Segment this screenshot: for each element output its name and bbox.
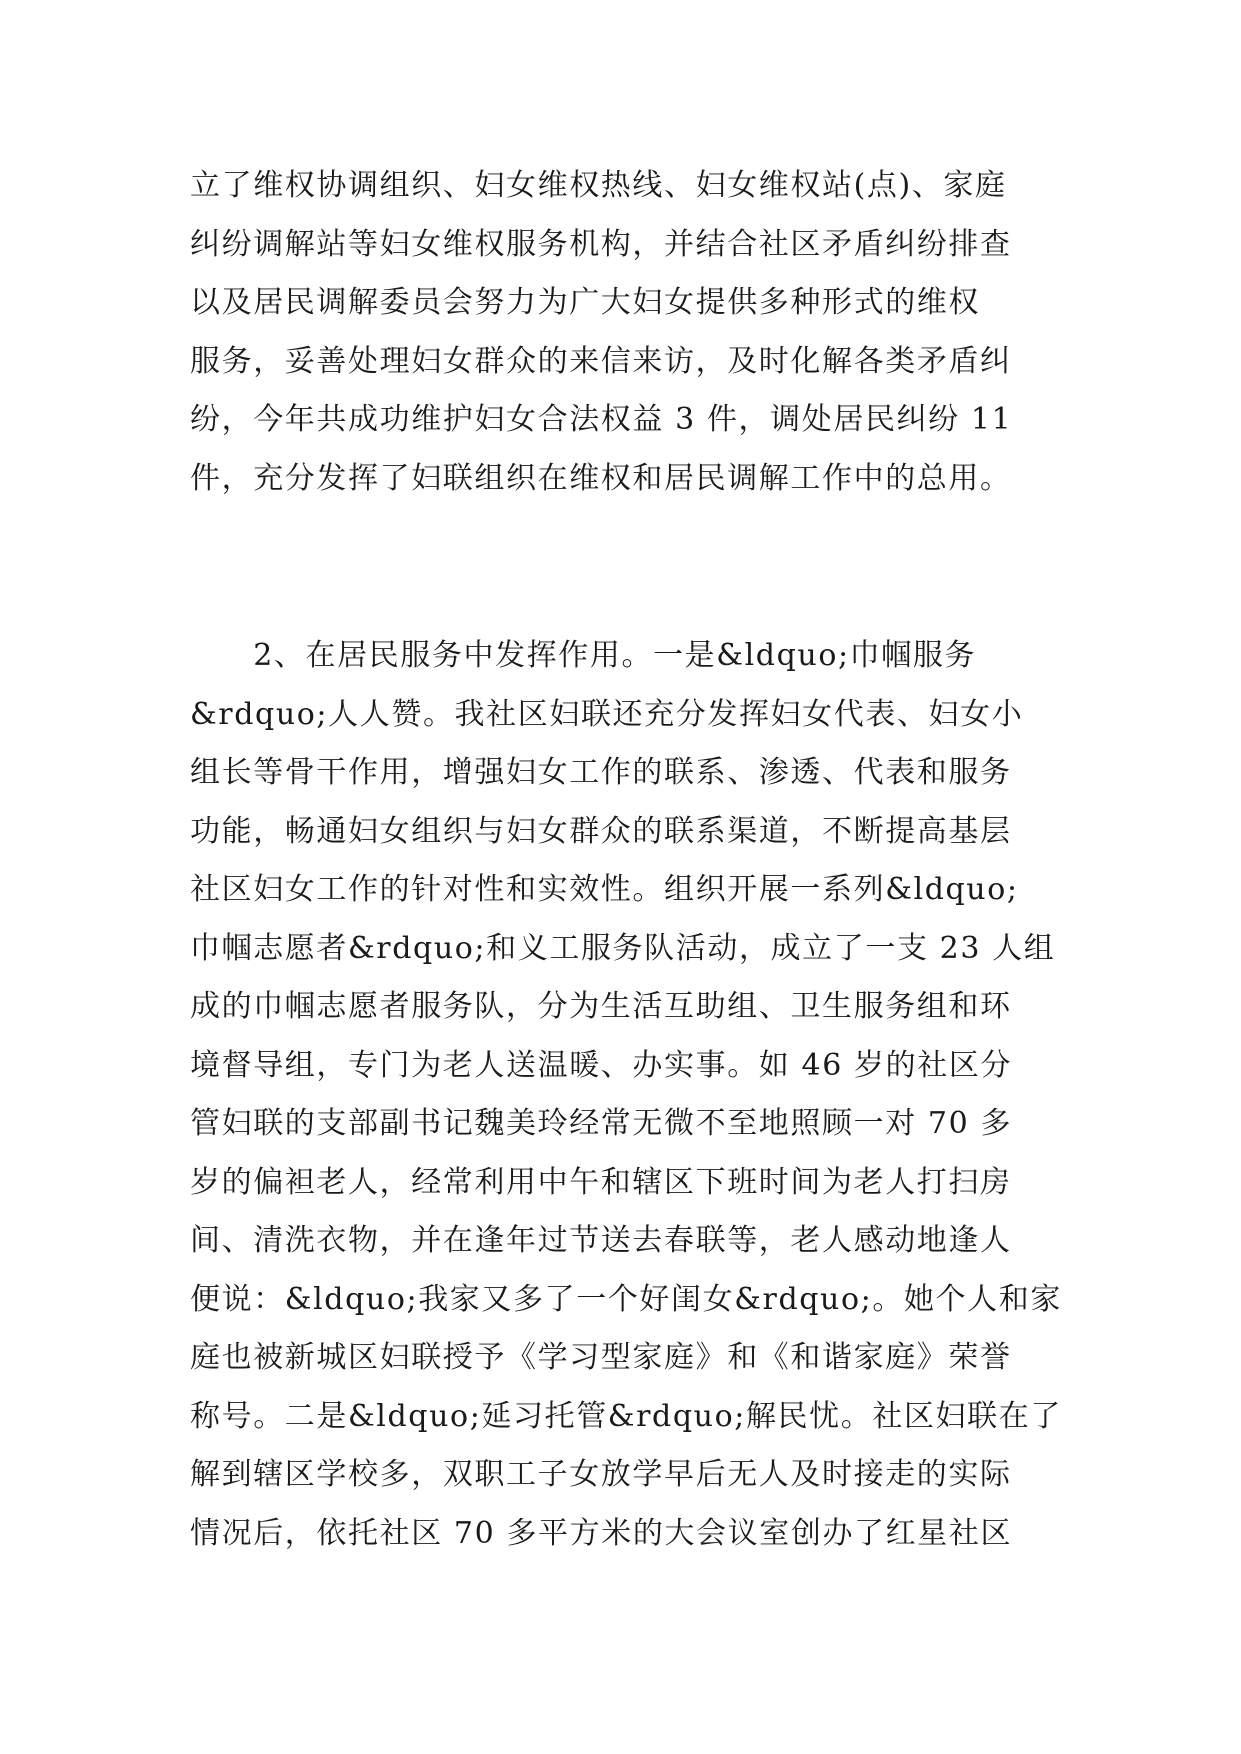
paragraph-resident-services bbox=[190, 627, 1070, 1563]
text-line: 间、清洗衣物，并在逢年过节送去春联等，老人感动地逢人 bbox=[190, 1223, 1012, 1258]
text-line: 社区妇女工作的针对性和实效性。组织开展一系列&ldquo; bbox=[190, 872, 1019, 907]
text-line: 以及居民调解委员会努力为广大妇女提供多种形式的维权 bbox=[190, 285, 980, 320]
text-line: 岁的偏袒老人，经常利用中午和辖区下班时间为老人打扫房 bbox=[190, 1164, 1012, 1200]
text-line: 境督导组，专门为老人送温暖、办实事。如 46 岁的社区分 bbox=[190, 1047, 1013, 1083]
text-line: 功能，畅通妇女组织与妇女群众的联系渠道，不断提高基层 bbox=[190, 813, 1012, 849]
text-line: 组长等骨干作用，增强妇女工作的联系、渗透、代表和服务 bbox=[190, 755, 1012, 790]
text-line: 成的巾帼志愿者服务队，分为生活互助组、卫生服务组和环 bbox=[190, 989, 1012, 1024]
text-line: 巾帼志愿者&rdquo;和义工服务队活动，成立了一支 23 人组 bbox=[190, 930, 1056, 966]
text-line: 庭也被新城区妇联授予《学习型家庭》和《和谐家庭》荣誉 bbox=[190, 1340, 1012, 1375]
text-line: 服务，妥善处理妇女群众的来信来访，及时化解各类矛盾纠 bbox=[190, 343, 1012, 379]
text-line: 纷，今年共成功维护妇女合法权益 3 件，调处居民纠纷 11 bbox=[190, 402, 1013, 437]
text-line: 2、在居民服务中发挥作用。一是&ldquo;巾帼服务 bbox=[190, 638, 977, 673]
text-line: 件，充分发挥了妇联组织在维权和居民调解工作中的总用。 bbox=[190, 460, 1012, 496]
text-line: &rdquo;人人赞。我社区妇联还充分发挥妇女代表、妇女小 bbox=[190, 696, 1024, 732]
text-line: 立了维权协调组织、妇女维权热线、妇女维权站(点)、家庭 bbox=[190, 168, 1007, 203]
text-line: 称号。二是&ldquo;延习托管&rdquo;解民忧。社区妇联在了 bbox=[190, 1398, 1062, 1434]
text-line: 解到辖区学校多，双职工子女放学早后无人及时接走的实际 bbox=[190, 1457, 1012, 1492]
paragraph-rights-protection bbox=[190, 157, 1070, 508]
text-line: 便说：&ldquo;我家又多了一个好闺女&rdquo;。她个人和家 bbox=[190, 1281, 1062, 1317]
text-line: 纠纷调解站等妇女维权服务机构，并结合社区矛盾纠纷排查 bbox=[190, 226, 1012, 262]
text-line: 情况后，依托社区 70 多平方米的大会议室创办了红星社区 bbox=[190, 1515, 1013, 1551]
text-line: 管妇联的支部副书记魏美玲经常无微不至地照顾一对 70 多 bbox=[190, 1106, 1013, 1141]
